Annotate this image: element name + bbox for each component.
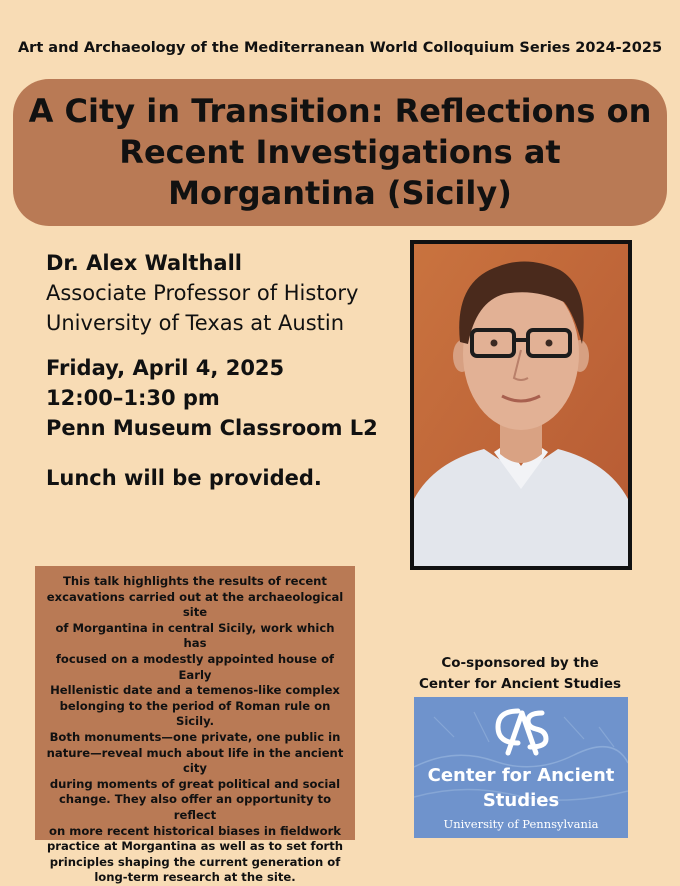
speaker-photo	[410, 240, 632, 570]
speaker-role: Associate Professor of History	[46, 281, 359, 305]
event-time: 12:00–1:30 pm	[46, 386, 220, 410]
event-location: Penn Museum Classroom L2	[46, 416, 378, 440]
center-for-ancient-studies-logo	[414, 697, 628, 838]
abstract-line: of Morgantina in central Sicily, work which has	[55, 620, 335, 651]
speaker-institution: University of Texas at Austin	[46, 311, 345, 335]
speaker-info	[46, 248, 358, 338]
cosponsor-line-2: Center for Ancient Studies	[418, 676, 622, 692]
abstract-line: belonging to the period of Roman rule on Sicily.	[59, 698, 331, 729]
abstract-line: practice at Morgantina as well as to set forth	[46, 839, 344, 854]
title-line-2: Recent Investigations at	[119, 133, 561, 171]
logo-subtitle: University of Pennsylvania	[443, 817, 599, 831]
logo-line-1: Center for Ancient	[427, 765, 615, 786]
speaker-name: Dr. Alex Walthall	[46, 251, 242, 275]
abstract-line: during moments of great political and social	[49, 776, 341, 791]
event-date: Friday, April 4, 2025	[46, 356, 285, 380]
abstract-line: Hellenistic date and a temenos-like complex	[50, 683, 340, 698]
abstract-box	[35, 566, 355, 885]
abstract-line: principles shaping the current generation of	[49, 854, 341, 869]
abstract-line: focused on a modestly appointed house of Early	[55, 651, 335, 682]
event-details	[46, 353, 378, 443]
cosponsor-line-1: Co-sponsored by the	[441, 655, 599, 671]
abstract-line: Both monuments—one private, one public in	[49, 729, 341, 744]
cosponsor-text	[410, 653, 630, 695]
abstract-line: on more recent historical biases in fieldwork	[49, 823, 341, 838]
speaker-portrait-illustration	[414, 244, 628, 566]
abstract-line: This talk highlights the results of recent	[63, 574, 327, 588]
abstract-line: change. They also offer an opportunity to reflect	[58, 792, 332, 822]
title-line-1: A City in Transition: Reflections on	[28, 92, 652, 130]
abstract-line: long-term research at the site.	[94, 870, 296, 885]
title-line-3: Morgantina (Sicily)	[168, 174, 512, 212]
title-banner	[13, 79, 667, 226]
lunch-note: Lunch will be provided.	[46, 466, 322, 490]
logo-line-2: Studies	[482, 790, 560, 811]
abstract-line: excavations carried out at the archaeological site	[46, 589, 344, 620]
series-heading: Art and Archaeology of the Mediterranean World Colloquium Series 2024-2025	[17, 40, 663, 56]
abstract-line: nature—reveal much about life in the ancient city	[46, 745, 344, 776]
